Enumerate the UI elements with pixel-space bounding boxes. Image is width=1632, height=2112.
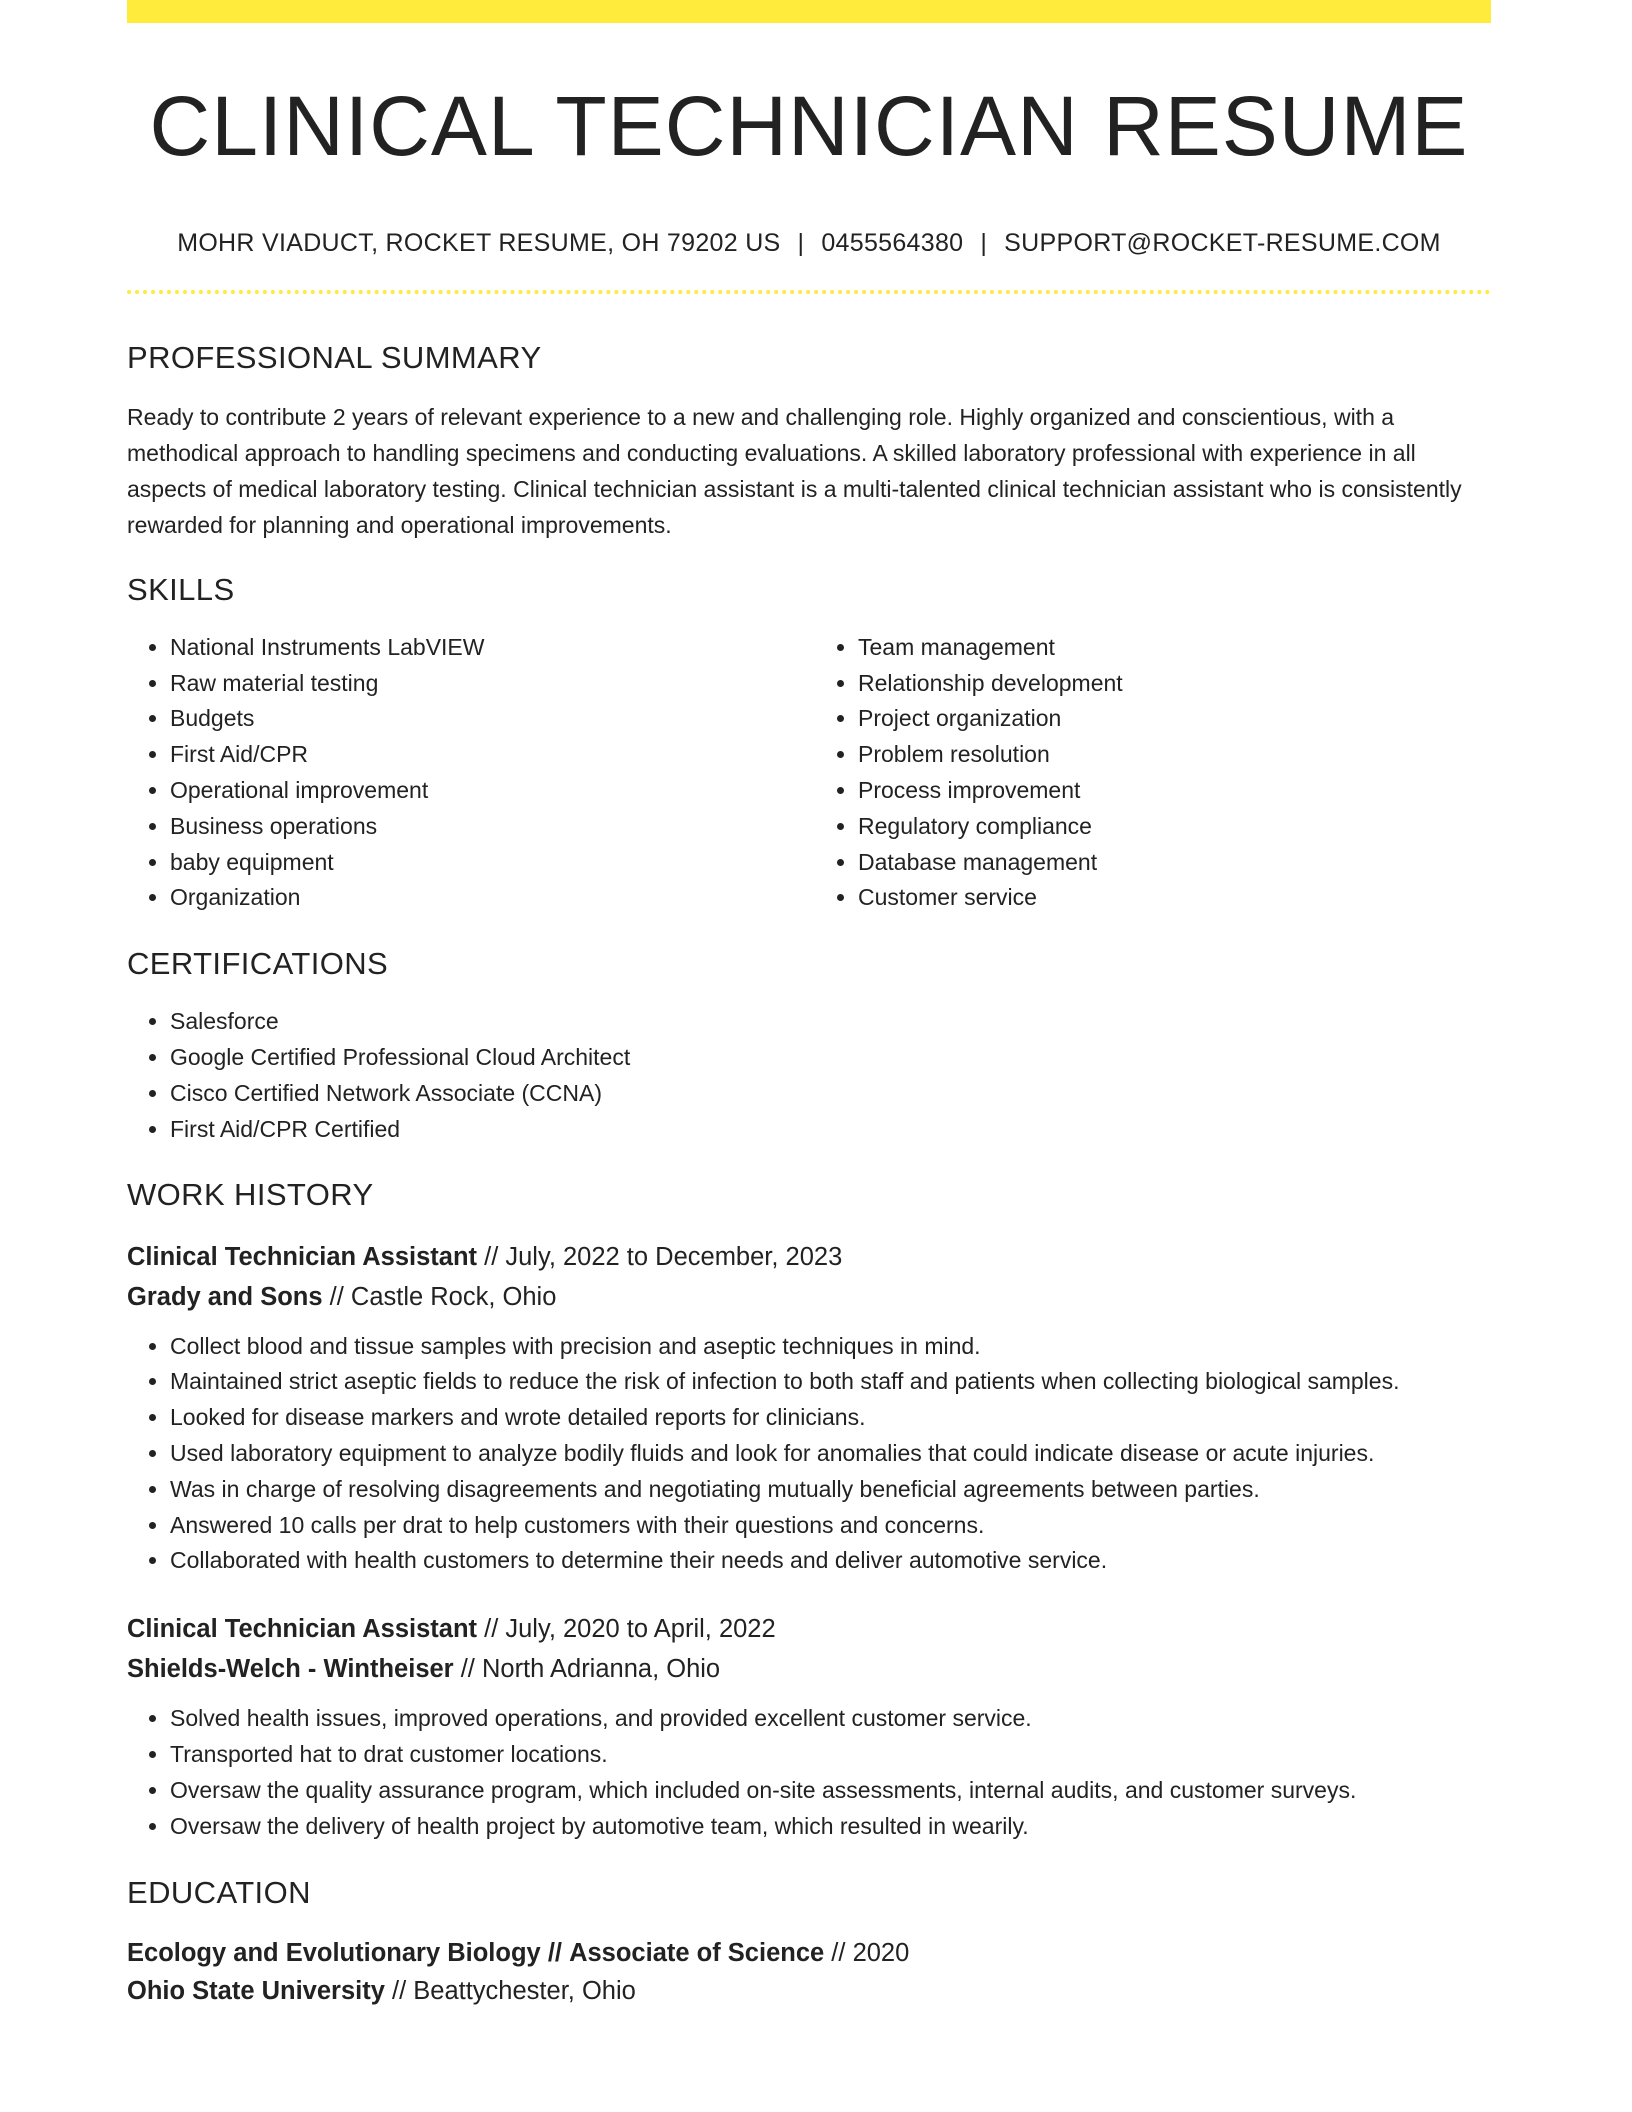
job-separator: // [484,1242,499,1271]
education-degree: Associate of Science [569,1938,825,1967]
contact-address: MOHR VIADUCT, ROCKET RESUME, OH 79202 US [177,229,781,258]
job-duty: • Maintained strict aseptic fields to reduce the risk of infection to both staff and patients when collecting biological samples. [170,1364,1491,1400]
contact-separator: | [797,229,805,258]
dotted-divider [127,290,1491,294]
job-company-line [127,1277,1491,1317]
job-location: Castle Rock, Ohio [350,1282,557,1311]
work-history-heading: WORK HISTORY [127,1176,374,1212]
job-location: North Adrianna, Ohio [481,1655,721,1684]
job-duty: • Used laboratory equipment to analyze bodily fluids and look for anomalies that could indicate disease or acute injuries. [170,1436,1491,1472]
education-entry [127,1934,1491,2010]
education-field: Ecology and Evolutionary Biology [127,1938,541,1967]
job-title: Clinical Technician Assistant [127,1242,478,1271]
education-heading: EDUCATION [127,1875,311,1911]
summary-text: Ready to contribute 2 years of relevant experience to a new and challenging role. Highly organized and conscientious, with a methodical approach to handling specimens and conducting evaluations. A skilled laboratory professional with experience in all aspects of medical laboratory testing. Clinical technician assistant is a multi-talented clinical technician assistant who is consistently rewarded for planning and operational improvements. [127,404,1462,538]
skills-list-right [809,630,1491,916]
education-location: Beattychester, Ohio [413,1976,636,2005]
skills-section [127,571,1491,917]
resume-page [127,0,1491,2010]
job-duty: • Collaborated with health customers to determine their needs and deliver automotive service. [170,1543,1491,1579]
contact-phone: 0455564380 [821,229,964,258]
job-separator: // [460,1655,475,1684]
certifications-section [127,945,1491,1147]
education-school-line [127,1972,1491,2010]
skill-item: • Budgets [170,701,809,737]
job-duty: • Collect blood and tissue samples with precision and aseptic techniques in mind. [170,1329,1491,1365]
skills-heading: SKILLS [127,571,235,607]
summary-section [127,339,1491,543]
education-separator: // [831,1938,846,1967]
job-company: Grady and Sons [127,1282,323,1311]
skill-item: • First Aid/CPR [170,737,809,773]
skill-item: • baby equipment [170,845,809,881]
job-duty: • Solved health issues, improved operations, and provided excellent customer service. [170,1701,1491,1737]
skills-grid [127,630,1491,916]
skill-item: • Organization [170,880,809,916]
job-title-line [127,1609,1491,1649]
job-entry [127,1237,1491,1580]
education-section [127,1874,1491,2009]
skill-item: • Process improvement [858,773,1491,809]
certification-item: • Google Certified Professional Cloud Architect [170,1040,1491,1076]
certifications-list [127,1004,1491,1147]
skill-item: • Business operations [170,809,809,845]
job-duty: • Oversaw the quality assurance program, which included on-site assessments, internal audits, and customer surveys. [170,1773,1491,1809]
job-dates: July, 2020 to April, 2022 [505,1615,776,1644]
education-school: Ohio State University [127,1976,385,2005]
job-separator: // [484,1615,499,1644]
education-degree-line [127,1934,1491,1972]
job-company-line [127,1649,1491,1689]
top-accent-bar [127,0,1491,23]
education-year: 2020 [852,1938,910,1967]
work-history-section [127,1176,1491,1845]
certification-item: • Salesforce [170,1004,1491,1040]
job-duties-list [127,1701,1491,1844]
job-duty: • Was in charge of resolving disagreements and negotiating mutually beneficial agreements between parties. [170,1472,1491,1508]
job-duty: • Looked for disease markers and wrote detailed reports for clinicians. [170,1400,1491,1436]
skill-item: • Customer service [858,880,1491,916]
contact-line [127,228,1491,258]
job-duty: • Transported hat to drat customer locations. [170,1737,1491,1773]
job-duty: • Oversaw the delivery of health project by automotive team, which resulted in wearily. [170,1809,1491,1845]
job-title-line [127,1237,1491,1277]
skill-item: • Raw material testing [170,666,809,702]
job-company: Shields-Welch - Wintheiser [127,1655,454,1684]
certification-item: • First Aid/CPR Certified [170,1112,1491,1148]
skill-item: • National Instruments LabVIEW [170,630,809,666]
skill-item: • Database management [858,845,1491,881]
skill-item: • Team management [858,630,1491,666]
job-entry [127,1609,1491,1844]
job-dates: July, 2022 to December, 2023 [505,1242,843,1271]
education-separator: // [547,1938,562,1967]
education-separator: // [392,1976,407,2005]
skills-list-left [127,630,809,916]
skill-item: • Relationship development [858,666,1491,702]
contact-email: SUPPORT@ROCKET-RESUME.COM [1004,229,1441,258]
resume-title: CLINICAL TECHNICIAN RESUME [149,79,1469,173]
job-separator: // [329,1282,344,1311]
job-title: Clinical Technician Assistant [127,1615,478,1644]
skill-item: • Operational improvement [170,773,809,809]
contact-separator: | [980,229,988,258]
certification-item: • Cisco Certified Network Associate (CCNA) [170,1076,1491,1112]
certifications-heading: CERTIFICATIONS [127,946,389,982]
job-duties-list [127,1329,1491,1580]
summary-heading: PROFESSIONAL SUMMARY [127,340,542,376]
skill-item: • Project organization [858,701,1491,737]
skill-item: • Problem resolution [858,737,1491,773]
skill-item: • Regulatory compliance [858,809,1491,845]
job-duty: • Answered 10 calls per drat to help customers with their questions and concerns. [170,1508,1491,1544]
